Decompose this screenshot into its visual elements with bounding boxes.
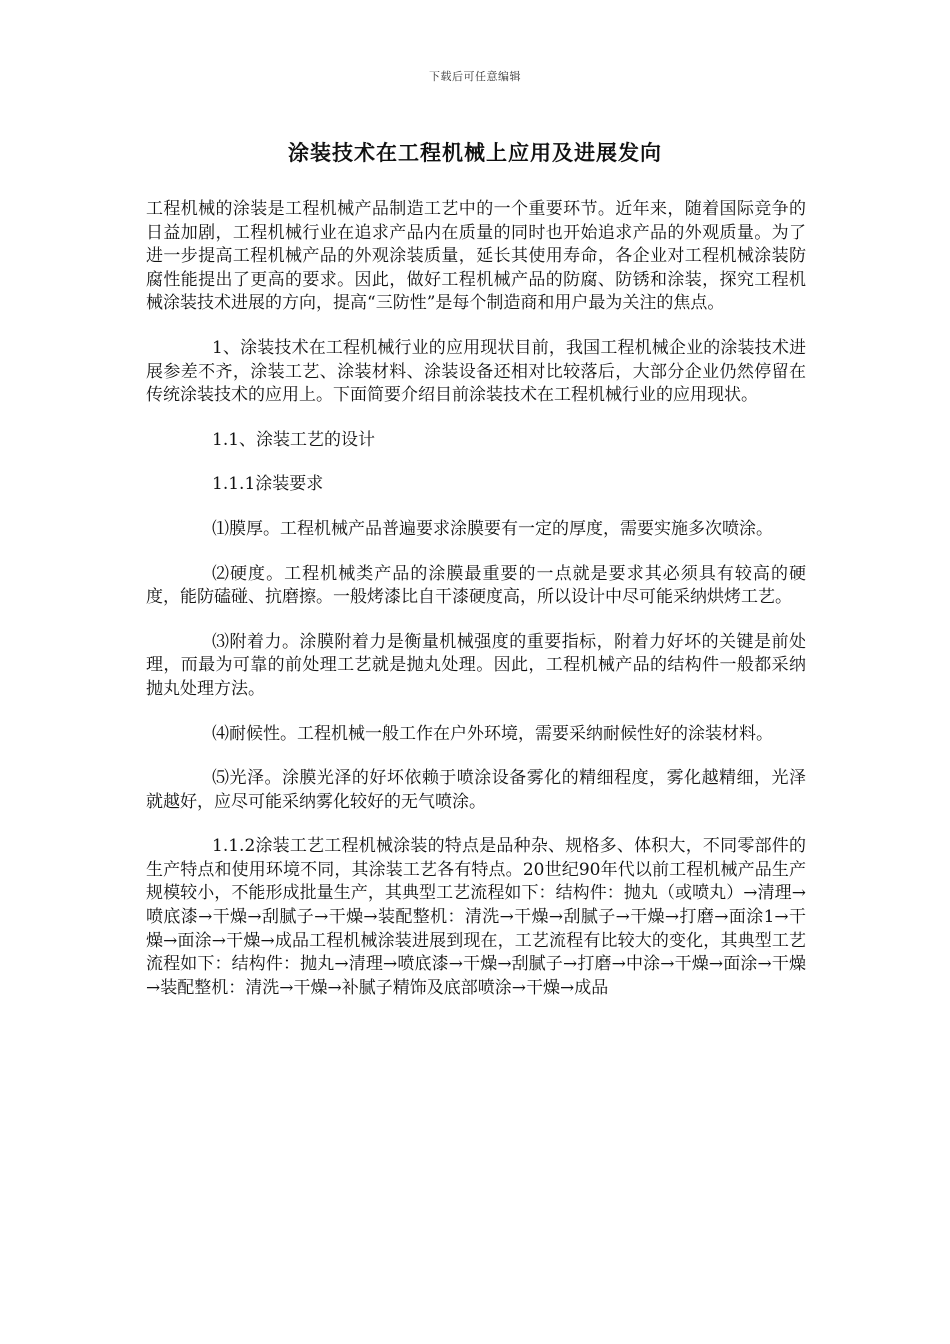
heading-1-1: 1.1、涂装工艺的设计 xyxy=(212,429,376,450)
paragraph-adhesion: ⑶附着力。涂膜附着力是衡量机械强度的重要指标，附着力好坏的关键是前处理，而最为可靠的前处理工艺就是抛丸处理。因此，工程机械产品的结构件一般都采纳抛丸处理方法。 xyxy=(146,631,806,699)
paragraph-gloss: ⑸光泽。涂膜光泽的好坏依赖于喷涂设备雾化的精细程度，雾化越精细，光泽就越好，应尽可能采纳雾化较好的无气喷涂。 xyxy=(146,768,806,812)
document-title: 涂装技术在工程机械上应用及进展发向 xyxy=(288,140,662,165)
paragraph-hardness: ⑵硬度。工程机械类产品的涂膜最重要的一点就是要求其必须具有较高的硬度，能防磕碰、抗磨擦。一般烤漆比自干漆硬度高，所以设计中尽可能采纳烘烤工艺。 xyxy=(146,563,806,608)
header-note: 下载后可任意编辑 xyxy=(429,70,521,83)
paragraph-intro: 工程机械的涂装是工程机械产品制造工艺中的一个重要环节。近年来，随着国际竞争的日益加剧，工程机械行业在追求产品内在质量的同时也开始追求产品的外观质量。为了进一步提高工程机械产品的外观涂装质量，延长其使用寿命，各企业对工程机械涂装防腐性能提出了更高的要求。因此，做好工程机械产品的防腐、防锈和涂装，探究工程机械涂装技术进展的方向，提高“三防性”是每个制造商和用户最为关注的焦点。 xyxy=(146,199,806,314)
paragraph-section-1: 1、涂装技术在工程机械行业的应用现状目前，我国工程机械企业的涂装技术进展参差不齐，涂装工艺、涂装材料、涂装设备还相对比较落后，大部分企业仍然停留在传统涂装技术的应用上。下面简要介绍目前涂装技术在工程机械行业的应用现状。 xyxy=(146,337,806,406)
paragraph-process-1-1-2: 1.1.2涂装工艺工程机械涂装的特点是品种杂、规格多、体积大，不同零部件的生产特点和使用环境不同，其涂装工艺各有特点。20世纪90年代以前工程机械产品生产规模较小，不能形成批量生产，其典型工艺流程如下：结构件：抛丸（或喷丸）→清理→喷底漆→干燥→刮腻子→干燥→装配整机：清洗→干燥→刮腻子→干燥→打磨→面涂1→干燥→面涂→干燥→成品工程机械涂装进展到现在，工艺流程有比较大的变化，其典型工艺流程如下：结构件：抛丸→清理→喷底漆→干燥→刮腻子→打磨→中涂→干燥→面涂→干燥→装配整机：清洗→干燥→补腻子精饰及底部喷涂→干燥→成品 xyxy=(146,836,806,998)
paragraph-weather-resistance: ⑷耐候性。工程机械一般工作在户外环境，需要采纳耐候性好的涂装材料。 xyxy=(212,723,773,744)
heading-1-1-1: 1.1.1涂装要求 xyxy=(212,474,324,495)
document-body xyxy=(146,198,806,1021)
paragraph-film-thickness: ⑴膜厚。工程机械产品普遍要求涂膜要有一定的厚度，需要实施多次喷涂。 xyxy=(212,518,773,539)
